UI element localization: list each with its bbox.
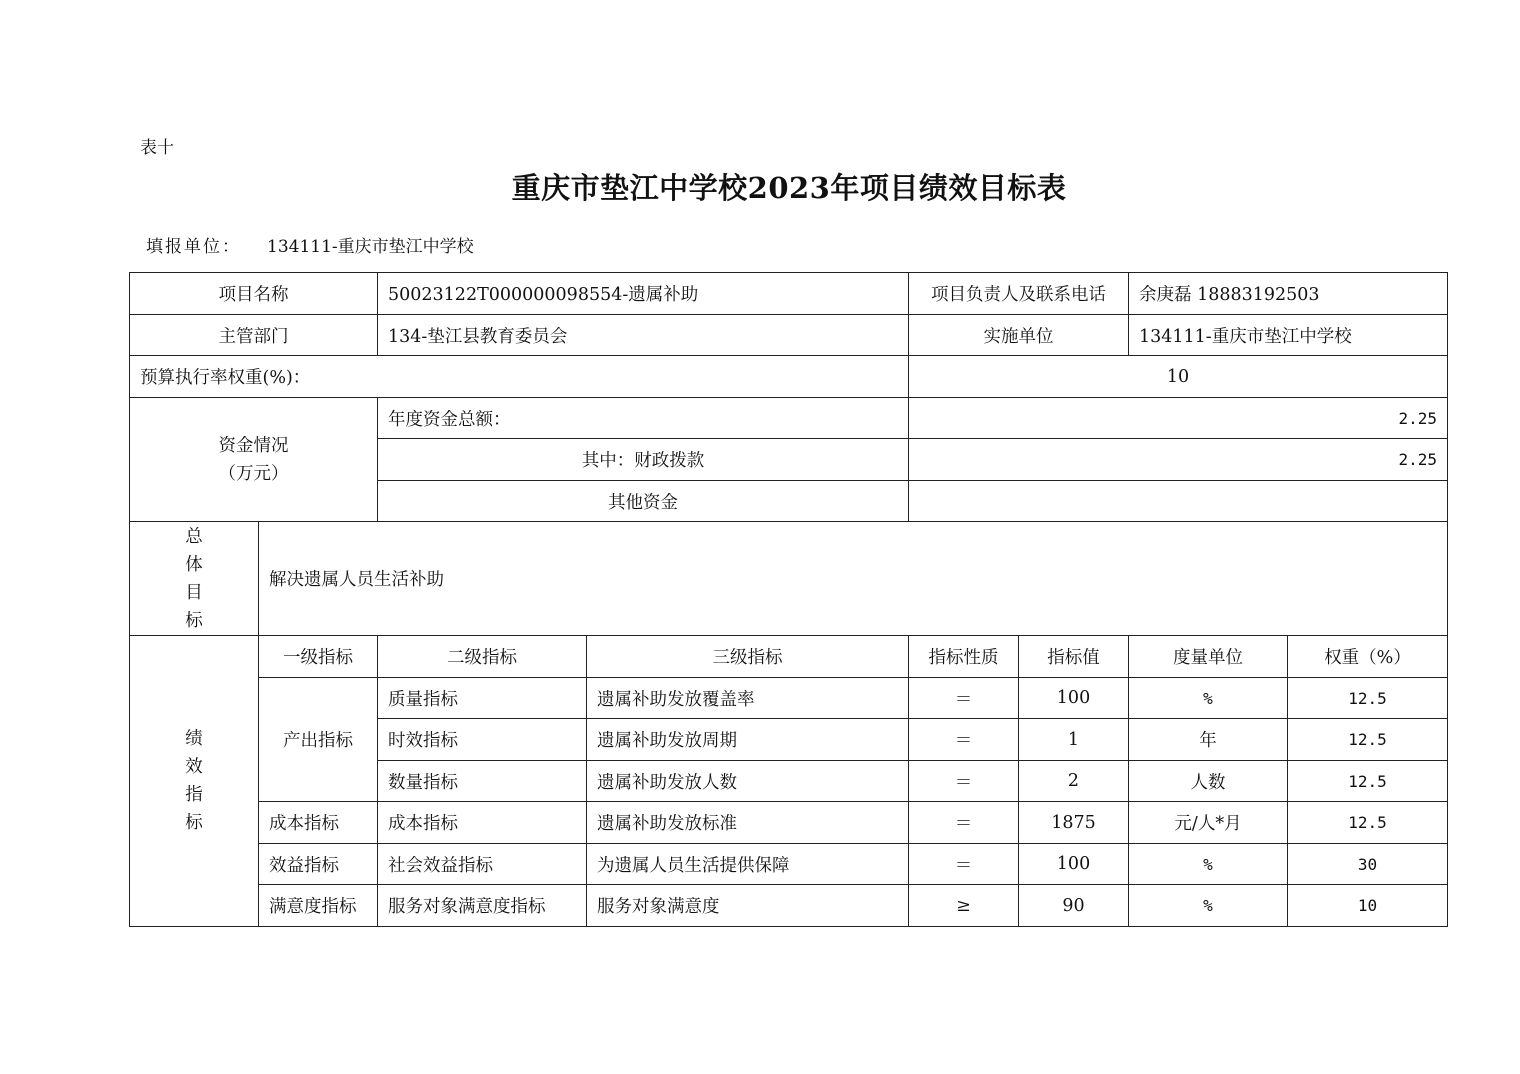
value-cell: 100 bbox=[1019, 844, 1129, 885]
level3-cell: 服务对象满意度 bbox=[587, 885, 909, 927]
level3-cell: 为遗属人员生活提供保障 bbox=[587, 844, 909, 885]
funds-other-label: 其他资金 bbox=[378, 481, 909, 522]
indicators-label bbox=[130, 636, 259, 927]
impl-unit-value: 134111-重庆市垫江中学校 bbox=[1129, 315, 1448, 356]
overall-goal-text: 解决遗属人员生活补助 bbox=[259, 522, 1448, 636]
header-unit: 度量单位 bbox=[1129, 636, 1288, 678]
budget-rate-value: 10 bbox=[909, 356, 1448, 398]
project-name-value: 50023122T000000098554-遗属补助 bbox=[378, 273, 909, 315]
weight-cell: 12.5 bbox=[1288, 678, 1448, 719]
value-cell: 1 bbox=[1019, 719, 1129, 761]
value-cell: 90 bbox=[1019, 885, 1129, 927]
weight-cell: 10 bbox=[1288, 885, 1448, 927]
indicators-label-char: 指 bbox=[185, 785, 203, 805]
level1-cell: 满意度指标 bbox=[259, 885, 378, 927]
level2-cell: 服务对象满意度指标 bbox=[378, 885, 587, 927]
overall-goal-char: 总 bbox=[185, 526, 203, 547]
funds-total-label: 年度资金总额： bbox=[378, 398, 909, 439]
header-value: 指标值 bbox=[1019, 636, 1129, 678]
level1-cell: 成本指标 bbox=[259, 802, 378, 844]
indicators-label-char: 效 bbox=[185, 757, 203, 777]
unit-cell: % bbox=[1129, 885, 1288, 927]
funds-total-value: 2.25 bbox=[909, 398, 1448, 439]
level2-cell: 数量指标 bbox=[378, 761, 587, 802]
value-cell: 1875 bbox=[1019, 802, 1129, 844]
impl-unit-label: 实施单位 bbox=[909, 315, 1129, 356]
nature-cell: ＝ bbox=[909, 802, 1019, 844]
project-owner-value: 余庚磊 18883192503 bbox=[1129, 273, 1448, 315]
dept-value: 134-垫江县教育委员会 bbox=[378, 315, 909, 356]
value-cell: 2 bbox=[1019, 761, 1129, 802]
header-level2: 二级指标 bbox=[378, 636, 587, 678]
nature-cell: ≥ bbox=[909, 885, 1019, 927]
weight-cell: 30 bbox=[1288, 844, 1448, 885]
overall-goal-char: 体 bbox=[185, 554, 203, 575]
unit-cell: % bbox=[1129, 678, 1288, 719]
reporting-unit-value: 134111-重庆市垫江中学校 bbox=[267, 237, 474, 257]
level2-cell: 时效指标 bbox=[378, 719, 587, 761]
table-row bbox=[130, 885, 1448, 927]
unit-cell: 元/人*月 bbox=[1129, 802, 1288, 844]
header-weight: 权重（%） bbox=[1288, 636, 1448, 678]
table-row bbox=[130, 678, 1448, 719]
nature-cell: ＝ bbox=[909, 761, 1019, 802]
table-row bbox=[130, 844, 1448, 885]
nature-cell: ＝ bbox=[909, 678, 1019, 719]
level2-cell: 质量指标 bbox=[378, 678, 587, 719]
header-nature: 指标性质 bbox=[909, 636, 1019, 678]
project-name-label: 项目名称 bbox=[130, 273, 378, 315]
funds-other-value bbox=[909, 481, 1448, 522]
unit-cell: 人数 bbox=[1129, 761, 1288, 802]
funds-fiscal-label: 其中：财政拨款 bbox=[378, 439, 909, 481]
reporting-unit bbox=[146, 232, 474, 257]
unit-cell: 年 bbox=[1129, 719, 1288, 761]
dept-label: 主管部门 bbox=[130, 315, 378, 356]
header-level3: 三级指标 bbox=[587, 636, 909, 678]
nature-cell: ＝ bbox=[909, 719, 1019, 761]
weight-cell: 12.5 bbox=[1288, 802, 1448, 844]
reporting-unit-label: 填报单位： bbox=[146, 237, 241, 257]
overall-goal-label bbox=[130, 522, 259, 636]
table-row bbox=[130, 802, 1448, 844]
indicators-label-char: 绩 bbox=[185, 729, 203, 749]
project-owner-label: 项目负责人及联系电话 bbox=[909, 273, 1129, 315]
funds-label bbox=[130, 398, 378, 522]
level3-cell: 遗属补助发放人数 bbox=[587, 761, 909, 802]
table-number: 表十 bbox=[140, 138, 174, 158]
funds-label-line2: （万元） bbox=[218, 463, 289, 484]
overall-goal-char: 标 bbox=[185, 610, 203, 631]
weight-cell: 12.5 bbox=[1288, 719, 1448, 761]
level3-cell: 遗属补助发放周期 bbox=[587, 719, 909, 761]
nature-cell: ＝ bbox=[909, 844, 1019, 885]
page-title: 重庆市垫江中学校2023年项目绩效目标表 bbox=[511, 171, 1067, 205]
overall-goal-char: 目 bbox=[185, 582, 203, 603]
level3-cell: 遗属补助发放覆盖率 bbox=[587, 678, 909, 719]
level2-cell: 社会效益指标 bbox=[378, 844, 587, 885]
budget-rate-label: 预算执行率权重(%)： bbox=[130, 356, 909, 398]
value-cell: 100 bbox=[1019, 678, 1129, 719]
weight-cell: 12.5 bbox=[1288, 761, 1448, 802]
unit-cell: % bbox=[1129, 844, 1288, 885]
funds-label-line1: 资金情况 bbox=[218, 435, 289, 456]
indicators-label-char: 标 bbox=[185, 813, 203, 833]
level2-cell: 成本指标 bbox=[378, 802, 587, 844]
performance-table bbox=[129, 272, 1448, 927]
level3-cell: 遗属补助发放标准 bbox=[587, 802, 909, 844]
level1-cell: 产出指标 bbox=[259, 678, 378, 802]
header-level1: 一级指标 bbox=[259, 636, 378, 678]
level1-cell: 效益指标 bbox=[259, 844, 378, 885]
funds-fiscal-value: 2.25 bbox=[909, 439, 1448, 481]
